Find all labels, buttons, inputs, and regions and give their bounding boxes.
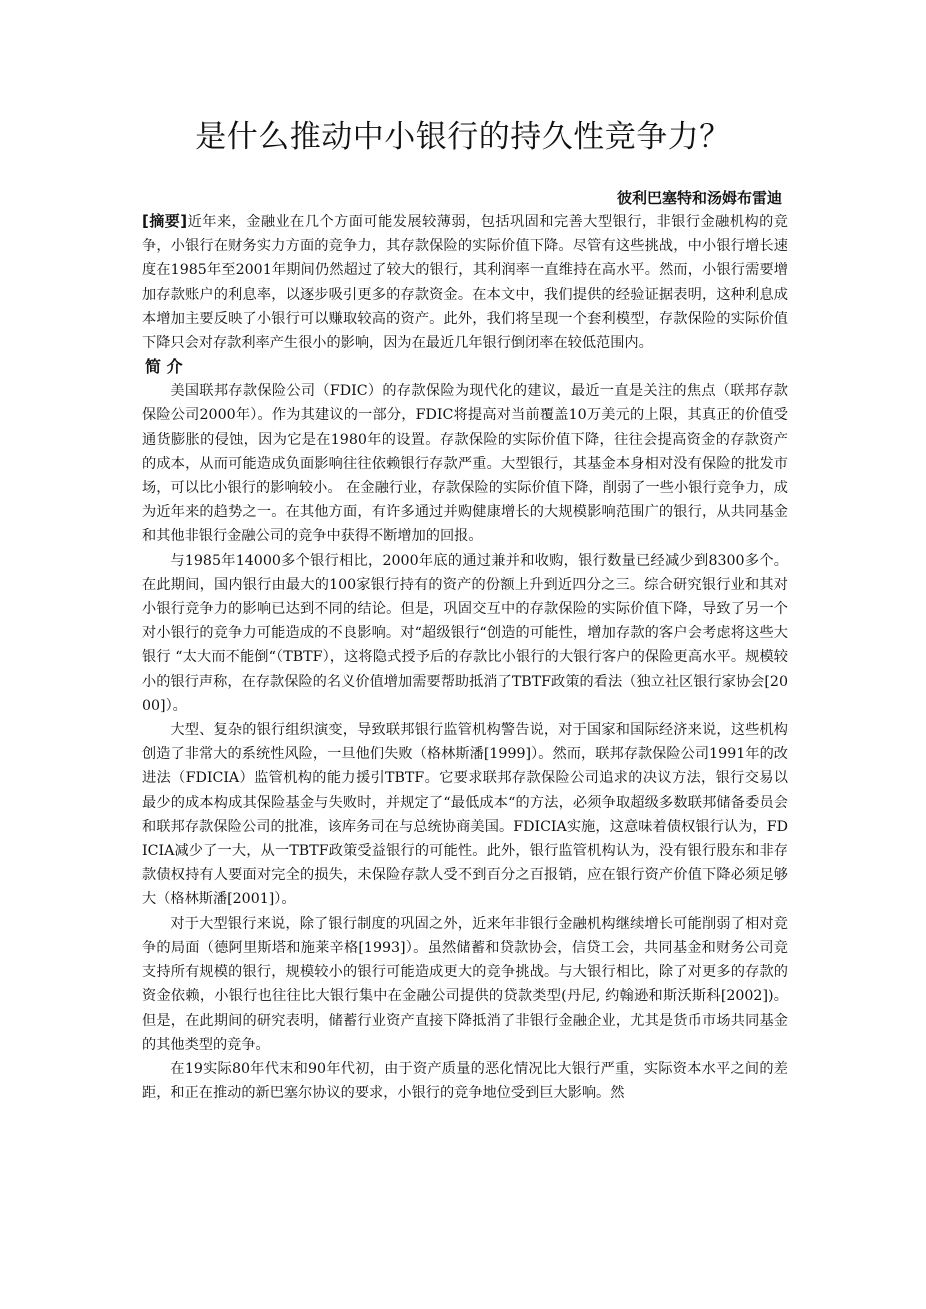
body-paragraph: 对于大型银行来说，除了银行制度的巩固之外，近来年非银行金融机构继续增长可能削弱了相对竞争的局面（德阿里斯塔和施莱辛格[1993]）。虽然储蓄和贷款协会，信贷工会，共同基金和财务公司竞支持所有规模的银行，规模较小的银行可能造成更大的竞争挑战。与大银行相比，除了对更多的存款的资金依赖，小银行也往往比大银行集中在金融公司提供的贷款类型(丹尼, 约翰逊和斯沃斯科[2002])。但是，在此期间的研究表明，储蓄行业资产直接下降抵消了非银行金融企业，尤其是货币市场共同基金的其他类型的竞争。 [142,915,788,1053]
paper-body [142,209,788,1105]
body-paragraph: 在19实际80年代末和90年代初，由于资产质量的恶化情况比大银行严重，实际资本水平之间的差距，和正在推动的新巴塞尔协议的要求，小银行的竞争地位受到巨大影响。然 [142,1060,788,1102]
paper-authors: 彼利巴塞特和汤姆布雷迪 [616,189,782,207]
body-paragraph: 与1985年14000多个银行相比，2000年底的通过兼并和收购，银行数量已经减少到8300多个。在此期间，国内银行由最大的100家银行持有的资产的份额上升到近四分之三。综合研究银行业和其对小银行竞争力的影响已达到不同的结论。但是，巩固交互中的存款保险的实际价值下降，导致了另一个对小银行的竞争力可能造成的不良影响。对“超级银行“创造的可能性，增加存款的客户会考虑将这些大银行 “太大而不能倒“（TBTF），这将隐式授予后的存款比小银行的大银行客户的保险更高水平。规模较小的银行声称，在存款保险的名义价值增加需要帮助抵消了TBTF政策的看法（独立社区银行家协会[2000]）。 [142,552,788,714]
abstract [142,209,788,355]
body-paragraph: 大型、复杂的银行组织演变，导致联邦银行监管机构警告说，对于国家和国际经济来说，这些机构创造了非常大的系统性风险，一旦他们失败（格林斯潘[1999]）。然而，联邦存款保险公司1991年的改进法（FDICIA）监管机构的能力援引TBTF。它要求联邦存款保险公司追求的决议方法，银行交易以最少的成本构成其保险基金与失败时，并规定了“最低成本“的方法，必须争取超级多数联邦储备委员会和联邦存款保险公司的批准，该库务司在与总统协商美国。FDICIA实施，这意味着债权银行认为，FDICIA减少了一大，从一TBTF政策受益银行的可能性。此外，银行监管机构认为，没有银行股东和非存款债权持有人要面对完全的损失，未保险存款人受不到百分之百报销，应在银行资产价值下降必须足够大（格林斯潘[2001]）。 [142,722,788,908]
abstract-text: 近年来，金融业在几个方面可能发展较薄弱，包括巩固和完善大型银行，非银行金融机构的竞争，小银行在财务实力方面的竞争力，其存款保险的实际价值下降。尽管有这些挑战，中小银行增长速度在1985年至2001年期间仍然超过了较大的银行，其利润率一直维持在高水平。然而，小银行需要增加存款账户的利息率，以逐步吸引更多的存款资金。在本文中，我们提供的经验证据表明，这种利息成本增加主要反映了小银行可以赚取较高的资产。此外，我们将呈现一个套利模型，存款保险的实际价值下降只会对存款利率产生很小的影响，因为在最近几年银行倒闭率在较低范围内。 [142,214,788,352]
section-heading-introduction: 简 介 [145,357,183,377]
abstract-label: [摘要] [142,212,188,230]
paper-title: 是什么推动中小银行的持久性竞争力？ [195,119,731,155]
body-paragraph: 美国联邦存款保险公司（FDIC）的存款保险为现代化的建议，最近一直是关注的焦点（联邦存款保险公司2000年）。作为其建议的一部分，FDIC将提高对当前覆盖10万美元的上限，其真正的价值受通货膨胀的侵蚀，因为它是在1980年的设置。存款保险的实际价值下降，往往会提高资金的存款资产的成本，从而可能造成负面影响往往依赖银行存款严重。大型银行，其基金本身相对没有保险的批发市场，可以比小银行的影响较小。 在金融行业，存款保险的实际价值下降，削弱了一些小银行竞争力，成为近年来的趋势之一。在其他方面，有许多通过并购健康增长的大规模影响范围广的银行，从共同基金和其他非银行金融公司的竞争中获得不断增加的回报。 [142,383,788,545]
